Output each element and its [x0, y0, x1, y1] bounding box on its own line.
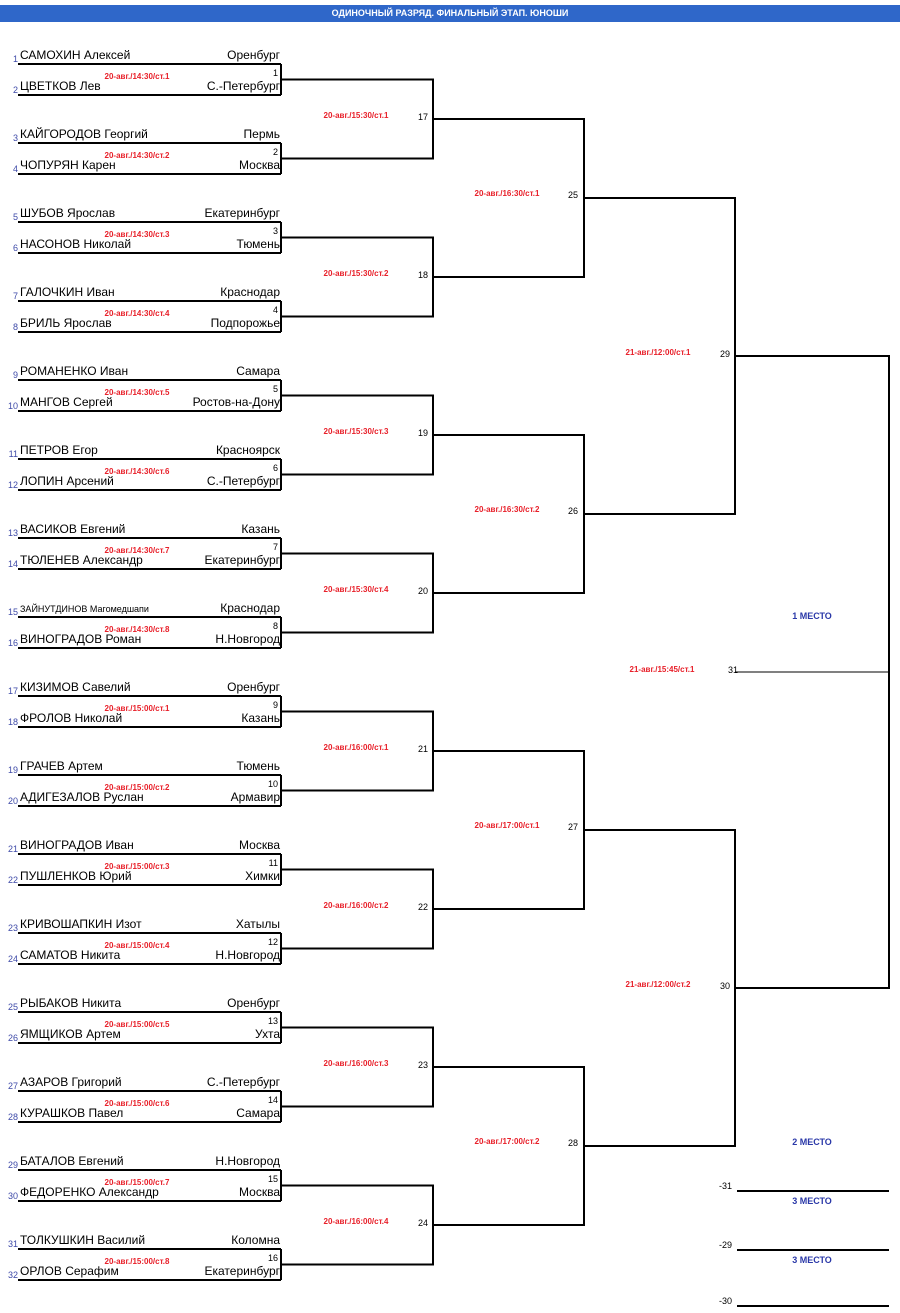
loser-ref: -30: [718, 1296, 732, 1306]
player-seed: 6: [12, 243, 18, 253]
player-line: [18, 221, 281, 223]
player-line: [18, 1279, 281, 1281]
player-seed: 24: [7, 954, 18, 964]
player-line: [18, 726, 281, 728]
player-city: С.-Петербург: [206, 474, 280, 488]
player-city: Самара: [236, 1106, 280, 1120]
match-number: 4: [272, 305, 278, 315]
second-place-label: 2 МЕСТО: [792, 1137, 832, 1147]
player-name: ГРАЧЕВ Артем: [20, 759, 103, 773]
player-name: ВАСИКОВ Евгений: [20, 522, 126, 536]
player-city: Ухта: [255, 1027, 280, 1041]
player-name: ЧОПУРЯН Карен: [20, 158, 116, 172]
loser-ref: -29: [718, 1240, 732, 1250]
player-city: С.-Петербург: [206, 79, 280, 93]
loser-ref: -31: [718, 1181, 732, 1191]
player-name: НАСОНОВ Николай: [20, 237, 132, 251]
player-seed: 11: [8, 449, 18, 459]
match-schedule: 20-авг./16:30/ст.1: [474, 189, 540, 198]
player-line: [18, 537, 281, 539]
player-line: [18, 774, 281, 776]
player-seed: 1: [12, 54, 18, 64]
match-schedule: 20-авг./16:00/ст.1: [323, 743, 389, 752]
player-line: [18, 379, 281, 381]
match-number: 7: [272, 542, 278, 552]
player-seed: 21: [7, 844, 18, 854]
player-name: КАЙГОРОДОВ Георгий: [20, 127, 148, 141]
match-schedule: 20-авг./15:30/ст.3: [323, 427, 389, 436]
match-number: 18: [417, 270, 428, 280]
player-line: [18, 142, 281, 144]
player-seed: 25: [7, 1002, 18, 1012]
player-seed: 27: [7, 1081, 18, 1091]
player-line: [18, 616, 281, 618]
player-name: САМОХИН Алексей: [20, 48, 131, 62]
player-city: Оренбург: [227, 48, 280, 62]
player-name: ЯМЩИКОВ Артем: [20, 1027, 121, 1041]
player-city: Хатылы: [235, 917, 280, 931]
match-schedule: 20-авг./15:00/ст.4: [104, 940, 170, 950]
player-name: ШУБОВ Ярослав: [20, 206, 116, 220]
player-line: [18, 963, 281, 965]
match-schedule: 20-авг./14:30/ст.5: [104, 387, 170, 397]
match-number: 12: [267, 937, 278, 947]
player-seed: 29: [7, 1160, 18, 1170]
player-seed: 16: [7, 638, 18, 648]
player-name: ВИНОГРАДОВ Роман: [20, 632, 142, 646]
final-schedule: 21-авг./15:45/ст.1: [629, 665, 695, 674]
player-seed: 2: [12, 85, 18, 95]
player-city: Коломна: [231, 1233, 280, 1247]
player-seed: 12: [7, 480, 18, 490]
match-schedule: 20-авг./17:00/ст.2: [474, 1137, 540, 1146]
match-schedule: 20-авг./17:00/ст.1: [474, 821, 540, 830]
player-line: [18, 695, 281, 697]
player-seed: 7: [12, 291, 18, 301]
match-number: 15: [267, 1174, 278, 1184]
player-name: ТЮЛЕНЕВ Александр: [20, 553, 143, 567]
player-seed: 9: [12, 370, 18, 380]
player-seed: 22: [7, 875, 18, 885]
player-line: [18, 331, 281, 333]
match-number: 5: [272, 384, 278, 394]
player-city: Москва: [239, 838, 280, 852]
player-seed: 15: [7, 607, 18, 617]
match-schedule: 20-авг./14:30/ст.3: [104, 229, 170, 239]
match-number: 23: [417, 1060, 428, 1070]
player-name: ПЕТРОВ Егор: [20, 443, 98, 457]
match-number: 29: [719, 349, 730, 359]
match-number: 28: [567, 1138, 578, 1148]
first-place-label: 1 МЕСТО: [792, 611, 832, 621]
match-schedule: 20-авг./16:00/ст.3: [323, 1059, 389, 1068]
player-name: ФЕДОРЕНКО Александр: [20, 1185, 159, 1199]
match-number: 2: [272, 147, 278, 157]
match-schedule: 20-авг./15:30/ст.4: [323, 585, 389, 594]
player-city: Москва: [239, 158, 280, 172]
player-name: АДИГЕЗАЛОВ Руслан: [20, 790, 144, 804]
player-city: Москва: [239, 1185, 280, 1199]
player-line: [18, 805, 281, 807]
player-seed: 31: [7, 1239, 18, 1249]
player-line: [18, 1011, 281, 1013]
match-schedule: 20-авг./16:30/ст.2: [474, 505, 540, 514]
match-schedule: 20-авг./14:30/ст.2: [104, 150, 170, 160]
match-schedule: 20-авг./16:00/ст.4: [323, 1217, 389, 1226]
player-line: [18, 1169, 281, 1171]
player-city: Оренбург: [227, 680, 280, 694]
player-name: ПУШЛЕНКОВ Юрий: [20, 869, 132, 883]
player-city: Н.Новгород: [215, 632, 280, 646]
player-city: Тюмень: [236, 759, 280, 773]
player-name: БРИЛЬ Ярослав: [20, 316, 112, 330]
player-city: Екатеринбург: [204, 553, 280, 567]
match-number: 22: [417, 902, 428, 912]
player-city: Армавир: [230, 790, 280, 804]
match-number: 8: [272, 621, 278, 631]
match-number: 9: [272, 700, 278, 710]
player-name: РЫБАКОВ Никита: [20, 996, 122, 1010]
match-number: 26: [567, 506, 578, 516]
player-line: [18, 1090, 281, 1092]
player-city: Екатеринбург: [204, 1264, 280, 1278]
player-name: АЗАРОВ Григорий: [20, 1075, 122, 1089]
player-city: Красноярск: [215, 443, 280, 457]
player-seed: 4: [12, 164, 18, 174]
match-schedule: 20-авг./14:30/ст.7: [104, 545, 170, 555]
player-line: [18, 252, 281, 254]
third-place-label: 3 МЕСТО: [792, 1196, 832, 1206]
match-number: 24: [417, 1218, 428, 1228]
player-seed: 5: [12, 212, 18, 222]
player-city: Краснодар: [220, 601, 280, 615]
match-number: 3: [272, 226, 278, 236]
player-line: [18, 1121, 281, 1123]
player-seed: 13: [7, 528, 18, 538]
player-city: Химки: [245, 869, 280, 883]
player-city: Казань: [241, 711, 280, 725]
match-number: 17: [417, 112, 428, 122]
player-line: [18, 853, 281, 855]
player-seed: 10: [7, 401, 18, 411]
match-number: 20: [417, 586, 428, 596]
match-schedule: 20-авг./16:00/ст.2: [323, 901, 389, 910]
player-seed: 19: [7, 765, 18, 775]
player-city: Самара: [236, 364, 280, 378]
match-schedule: 20-авг./15:00/ст.6: [104, 1098, 170, 1108]
player-seed: 17: [7, 686, 18, 696]
player-city: Н.Новгород: [215, 1154, 280, 1168]
player-name: РОМАНЕНКО Иван: [20, 364, 129, 378]
player-name: БАТАЛОВ Евгений: [20, 1154, 124, 1168]
match-number: 11: [268, 858, 278, 868]
match-number: 1: [272, 68, 278, 78]
player-city: Пермь: [243, 127, 280, 141]
player-name: КИЗИМОВ Савелий: [20, 680, 131, 694]
player-line: [18, 94, 281, 96]
player-seed: 23: [7, 923, 18, 933]
player-line: [18, 1042, 281, 1044]
match-schedule: 20-авг./14:30/ст.4: [104, 308, 170, 318]
player-city: Оренбург: [227, 996, 280, 1010]
player-seed: 14: [7, 559, 18, 569]
player-name: ЛОПИН Арсений: [20, 474, 114, 488]
player-line: [18, 1248, 281, 1250]
match-number: 14: [267, 1095, 278, 1105]
player-seed: 32: [7, 1270, 18, 1280]
player-name: МАНГОВ Сергей: [20, 395, 113, 409]
match-number: 27: [567, 822, 578, 832]
player-city: Подпорожье: [210, 316, 280, 330]
player-city: Ростов-на-Дону: [192, 395, 280, 409]
match-schedule: 20-авг./14:30/ст.6: [104, 466, 170, 476]
player-line: [18, 1200, 281, 1202]
match-schedule: 20-авг./15:00/ст.2: [104, 782, 170, 792]
player-city: С.-Петербург: [206, 1075, 280, 1089]
player-name: ТОЛКУШКИН Василий: [20, 1233, 146, 1247]
player-city: Казань: [241, 522, 280, 536]
match-schedule: 20-авг./14:30/ст.8: [104, 624, 170, 634]
player-city: Н.Новгород: [215, 948, 280, 962]
player-line: [18, 647, 281, 649]
player-name: САМАТОВ Никита: [20, 948, 121, 962]
player-seed: 8: [12, 322, 18, 332]
match-number: 10: [267, 779, 278, 789]
player-line: [18, 884, 281, 886]
player-line: [18, 300, 281, 302]
match-schedule: 21-авг./12:00/ст.1: [625, 348, 691, 357]
player-seed: 26: [7, 1033, 18, 1043]
player-name: ОРЛОВ Серафим: [20, 1264, 119, 1278]
player-line: [18, 63, 281, 65]
final-number: 31: [727, 665, 738, 675]
player-name: КРИВОШАПКИН Изот: [20, 917, 142, 931]
match-schedule: 20-авг./14:30/ст.1: [104, 71, 170, 81]
match-schedule: 20-авг./15:00/ст.5: [104, 1019, 170, 1029]
player-name: ВИНОГРАДОВ Иван: [20, 838, 134, 852]
match-number: 30: [719, 981, 730, 991]
player-seed: 30: [7, 1191, 18, 1201]
player-seed: 18: [7, 717, 18, 727]
match-schedule: 20-авг./15:00/ст.1: [104, 703, 170, 713]
match-number: 21: [417, 744, 428, 754]
player-line: [18, 932, 281, 934]
match-number: 13: [267, 1016, 278, 1026]
third-place-label: 3 МЕСТО: [792, 1255, 832, 1265]
match-schedule: 21-авг./12:00/ст.2: [625, 980, 691, 989]
player-city: Екатеринбург: [204, 206, 280, 220]
match-number: 25: [567, 190, 578, 200]
player-name: ГАЛОЧКИН Иван: [20, 285, 115, 299]
match-schedule: 20-авг./15:00/ст.7: [104, 1177, 170, 1187]
player-seed: 20: [7, 796, 18, 806]
player-seed: 3: [12, 133, 18, 143]
bracket-title: ОДИНОЧНЫЙ РАЗРЯД. ФИНАЛЬНЫЙ ЭТАП. ЮНОШИ: [0, 5, 900, 22]
match-schedule: 20-авг./15:00/ст.8: [104, 1256, 170, 1266]
match-number: 16: [267, 1253, 278, 1263]
player-line: [18, 173, 281, 175]
player-line: [18, 410, 281, 412]
player-city: Тюмень: [236, 237, 280, 251]
player-line: [18, 489, 281, 491]
player-line: [18, 568, 281, 570]
player-name: ФРОЛОВ Николай: [20, 711, 123, 725]
match-schedule: 20-авг./15:30/ст.1: [323, 111, 389, 120]
player-line: [18, 458, 281, 460]
player-name: ЗАЙНУТДИНОВ Магомедшапи: [20, 604, 149, 614]
match-number: 19: [417, 428, 428, 438]
player-seed: 28: [7, 1112, 18, 1122]
match-schedule: 20-авг./15:30/ст.2: [323, 269, 389, 278]
player-name: ЦВЕТКОВ Лев: [20, 79, 101, 93]
match-number: 6: [272, 463, 278, 473]
match-schedule: 20-авг./15:00/ст.3: [104, 861, 170, 871]
player-city: Краснодар: [220, 285, 280, 299]
player-name: КУРАШКОВ Павел: [20, 1106, 124, 1120]
